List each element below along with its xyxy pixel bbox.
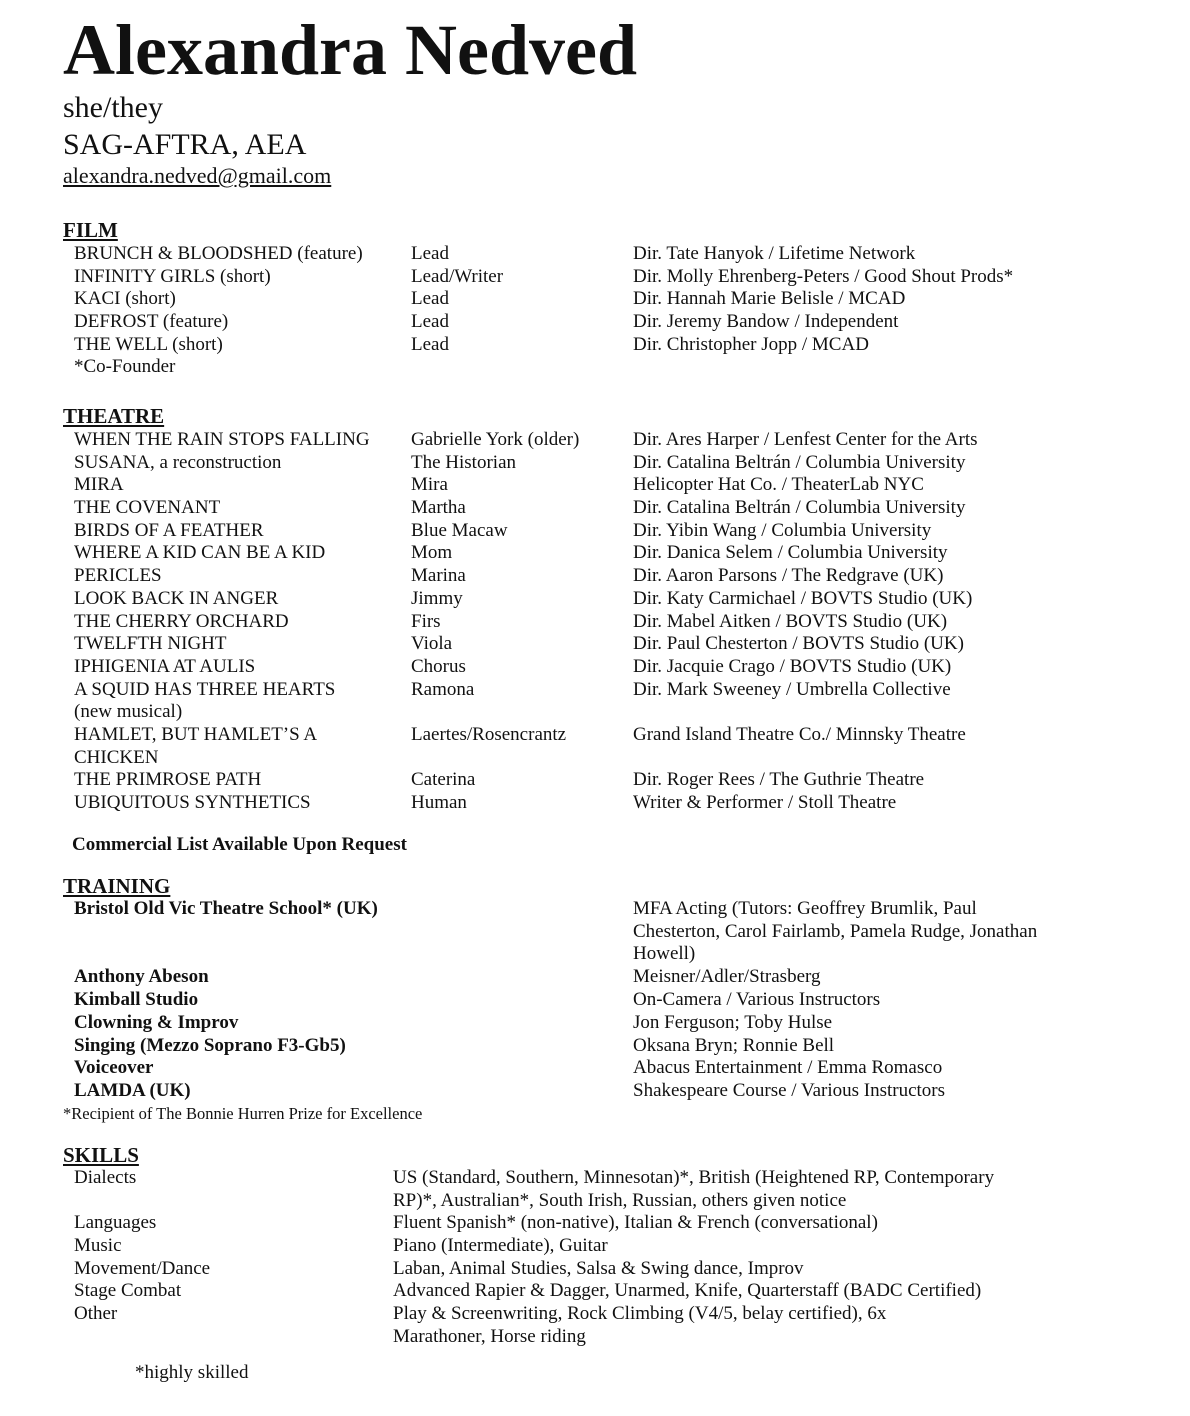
skill-value: US (Standard, Southern, Minnesotan)*, British (Heightened RP, Contemporary RP)*, Australian*, South Irish, Russian, others given notice (393, 1167, 995, 1211)
theatre-credit: Dir. Ares Harper / Lenfest Center for the Arts (633, 429, 978, 450)
film-role: Lead (411, 288, 449, 310)
theatre-role: Marina (411, 565, 466, 587)
training-footnote: *Recipient of The Bonnie Hurren Prize for Excellence (63, 1104, 423, 1123)
theatre-role: Human (411, 792, 467, 814)
theatre-credit: Dir. Roger Rees / The Guthrie Theatre (633, 769, 925, 791)
skill-label: Music (74, 1235, 122, 1256)
theatre-credit: Dir. Yibin Wang / Columbia University (633, 519, 932, 541)
theatre-credit: Dir. Katy Carmichael / BOVTS Studio (UK) (633, 587, 973, 609)
training-school: Kimball Studio (74, 989, 199, 1010)
theatre-credit: Dir. Danica Selem / Columbia University (633, 542, 948, 564)
theatre-title: WHERE A KID CAN BE A KID (74, 542, 326, 564)
theatre-role: Firs (411, 610, 441, 632)
training-detail: Oksana Bryn; Ronnie Bell (633, 1035, 835, 1056)
theatre-title: THE COVENANT (74, 497, 221, 519)
pronouns: she/they (63, 91, 163, 124)
film-credit: Dir. Hannah Marie Belisle / MCAD (633, 288, 906, 310)
film-credit: Dir. Tate Hanyok / Lifetime Network (633, 243, 916, 264)
skill-value: Laban, Animal Studies, Salsa & Swing dance, Improv (393, 1258, 804, 1279)
skill-value: Fluent Spanish* (non-native), Italian & French (conversational) (393, 1212, 878, 1233)
skill-label: Stage Combat (74, 1280, 182, 1301)
film-title: BRUNCH & BLOODSHED (feature) (74, 243, 363, 264)
film-credit: Dir. Molly Ehrenberg-Peters / Good Shout Prods* (633, 265, 1014, 287)
theatre-role: Mira (411, 474, 448, 496)
skill-label: Other (74, 1303, 118, 1324)
theatre-credit: Dir. Catalina Beltrán / Columbia University (633, 451, 966, 473)
training-detail: Jon Ferguson; Toby Hulse (633, 1012, 833, 1033)
theatre-title: THE PRIMROSE PATH (74, 769, 262, 791)
film-credit: Dir. Jeremy Bandow / Independent (633, 311, 899, 333)
theatre-title: HAMLET, BUT HAMLET’S A CHICKEN (74, 723, 317, 768)
email-link[interactable]: alexandra.nedved@gmail.com (63, 163, 332, 188)
theatre-credit: Dir. Aaron Parsons / The Redgrave (UK) (633, 565, 944, 587)
theatre-role: The Historian (411, 451, 517, 473)
theatre-title: A SQUID HAS THREE HEARTS (new musical) (74, 678, 336, 723)
training-detail: Shakespeare Course / Various Instructors (633, 1080, 946, 1101)
theatre-credit: Grand Island Theatre Co./ Minnsky Theatre (633, 723, 966, 745)
theatre-credit: Dir. Mabel Aitken / BOVTS Studio (UK) (633, 610, 948, 632)
theatre-credit: Dir. Mark Sweeney / Umbrella Collective (633, 678, 951, 700)
theatre-title: TWELFTH NIGHT (74, 633, 227, 655)
skill-value: Play & Screenwriting, Rock Climbing (V4/5, belay certified), 6x Marathoner, Horse riding (393, 1303, 887, 1347)
film-role: Lead (411, 243, 449, 264)
theatre-title: BIRDS OF A FEATHER (74, 519, 264, 541)
training-detail: Abacus Entertainment / Emma Romasco (633, 1057, 943, 1078)
theatre-title: THE CHERRY ORCHARD (74, 610, 289, 632)
skill-label: Movement/Dance (74, 1258, 211, 1279)
training-section-title: TRAINING (63, 874, 171, 898)
film-role: Lead/Writer (411, 265, 504, 287)
theatre-title: IPHIGENIA AT AULIS (74, 655, 256, 677)
theatre-credit: Dir. Jacquie Crago / BOVTS Studio (UK) (633, 655, 952, 677)
theatre-role: Martha (411, 497, 466, 519)
theatre-role: Jimmy (411, 587, 463, 609)
skill-value: Piano (Intermediate), Guitar (393, 1235, 608, 1256)
theatre-credit: Dir. Paul Chesterton / BOVTS Studio (UK) (633, 633, 964, 655)
theatre-title: PERICLES (74, 565, 162, 587)
union-affiliations: SAG-AFTRA, AEA (63, 128, 307, 161)
training-school: Bristol Old Vic Theatre School* (UK) (74, 898, 378, 919)
training-school: Singing (Mezzo Soprano F3-Gb5) (74, 1035, 346, 1056)
skill-label: Dialects (74, 1167, 137, 1188)
training-detail: Meisner/Adler/Strasberg (633, 966, 821, 987)
theatre-role: Caterina (411, 769, 476, 791)
film-title: DEFROST (feature) (74, 311, 229, 333)
training-detail: MFA Acting (Tutors: Geoffrey Brumlik, Paul Chesterton, Carol Fairlamb, Pamela Rudge, Jonathan Howell) (633, 898, 1038, 965)
theatre-role: Chorus (411, 655, 466, 677)
theatre-role: Viola (411, 633, 453, 655)
theatre-role: Ramona (411, 678, 475, 700)
theatre-role: Mom (411, 542, 453, 564)
theatre-title: LOOK BACK IN ANGER (74, 587, 279, 609)
skill-value: Advanced Rapier & Dagger, Unarmed, Knife, Quarterstaff (BADC Certified) (393, 1280, 982, 1301)
skill-label: Languages (74, 1212, 157, 1233)
skills-footnote: *highly skilled (135, 1362, 249, 1383)
film-title: THE WELL (short) (74, 333, 223, 355)
film-credit: Dir. Christopher Jopp / MCAD (633, 333, 869, 355)
theatre-title: WHEN THE RAIN STOPS FALLING (74, 429, 370, 450)
film-title: KACI (short) (74, 288, 176, 310)
film-title: INFINITY GIRLS (short) (74, 265, 271, 287)
training-detail: On-Camera / Various Instructors (633, 989, 881, 1010)
theatre-title: SUSANA, a reconstruction (74, 451, 282, 473)
theatre-section-title: THEATRE (63, 404, 165, 428)
theatre-credit: Helicopter Hat Co. / TheaterLab NYC (633, 474, 924, 496)
commercial-list-note: Commercial List Available Upon Request (72, 834, 407, 855)
theatre-role: Gabrielle York (older) (411, 429, 580, 450)
actor-name: Alexandra Nedved (63, 10, 637, 90)
theatre-role: Laertes/Rosencrantz (411, 723, 567, 745)
film-footnote: *Co-Founder (74, 356, 176, 378)
training-school: Voiceover (74, 1057, 154, 1078)
theatre-credit: Writer & Performer / Stoll Theatre (633, 792, 897, 814)
training-school: LAMDA (UK) (74, 1080, 191, 1101)
film-role: Lead (411, 333, 449, 355)
theatre-title: MIRA (74, 474, 124, 496)
training-school: Clowning & Improv (74, 1012, 239, 1033)
theatre-title: UBIQUITOUS SYNTHETICS (74, 792, 311, 814)
theatre-credit: Dir. Catalina Beltrán / Columbia University (633, 497, 966, 519)
skills-section-title: SKILLS (63, 1143, 139, 1167)
theatre-role: Blue Macaw (411, 519, 508, 541)
film-section-title: FILM (63, 218, 118, 242)
training-school: Anthony Abeson (74, 966, 209, 987)
film-role: Lead (411, 311, 449, 333)
